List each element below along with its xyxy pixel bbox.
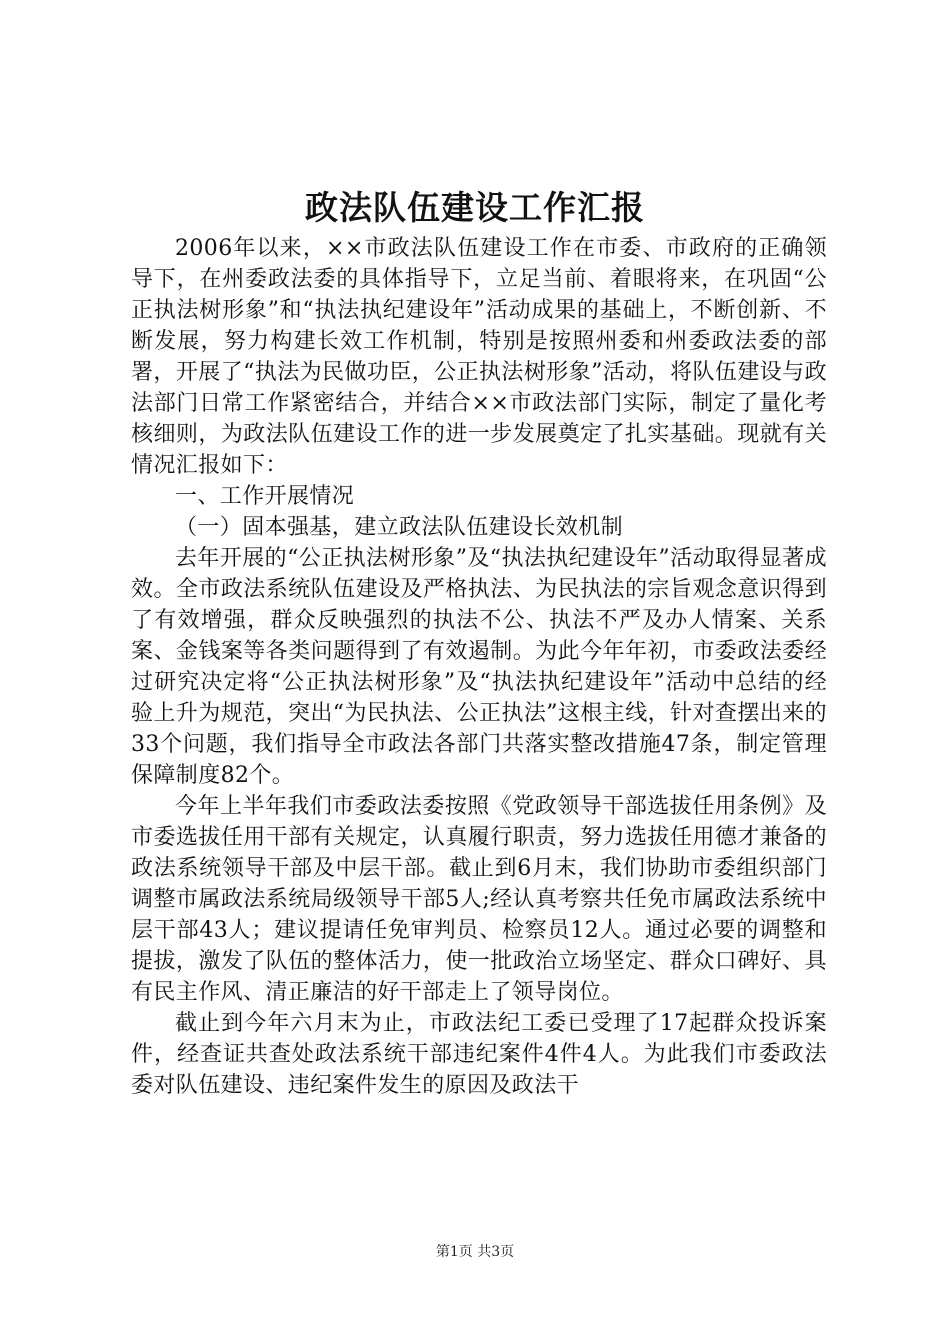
paragraph-activity-results: 去年开展的“公正执法树形象”及“执法执纪建设年”活动取得显著成效。全市政法系统队伍建设及严格执法、为民执法的宗旨观念意识得到了有效增强，群众反映强烈的执法不公、执法不严及办人情案、关系案、金钱案等各类问题得到了有效遏制。为此今年年初，市委政法委经过研究决定将“公正执法树形象”及“执法执纪建设年”活动中总结的经验上升为规范，突出“为民执法、公正执法”这根主线，针对查摆出来的33个问题，我们指导全市政法各部门共落实整改措施47条，制定管理保障制度82个。 — [131, 546, 827, 788]
document-title: 政法队伍建设工作汇报 — [305, 188, 645, 227]
document-body — [131, 233, 827, 1101]
paragraph-complaint-cases: 截止到今年六月末为止，市政法纪工委已受理了17起群众投诉案件，经查证共查处政法系统干部违纪案件4件4人。为此我们市委政法委对队伍建设、违纪案件发生的原因及政法干 — [131, 1011, 827, 1098]
paragraph-cadre-selection: 今年上半年我们市委政法委按照《党政领导干部选拔任用条例》及市委选拔任用干部有关规定，认真履行职责，努力选拔任用德才兼备的政法系统领导干部及中层干部。截止到6月末，我们协助市委组织部门调整市属政法系统局级领导干部5人;经认真考察共任免市属政法系统中层干部43人；建议提请任免审判员、检察员12人。通过必要的调整和提拔，激发了队伍的整体活力，使一批政治立场坚定、群众口碑好、具有民主作风、清正廉洁的好干部走上了领导岗位。 — [131, 794, 827, 1005]
subsection-heading: （一）固本强基，建立政法队伍建设长效机制 — [175, 515, 624, 540]
page-footer: 第1页 共3页 — [435, 1244, 515, 1260]
section-heading: 一、工作开展情况 — [175, 484, 355, 509]
paragraph-intro: 2006年以来，××市政法队伍建设工作在市委、市政府的正确领导下，在州委政法委的具体指导下，立足当前、着眼将来，在巩固“公正执法树形象”和“执法执纪建设年”活动成果的基础上，不断创新、不断发展，努力构建长效工作机制，特别是按照州委和州委政法委的部署，开展了“执法为民做功臣，公正执法树形象”活动，将队伍建设与政法部门日常工作紧密结合，并结合××市政法部门实际，制定了量化考核细则，为政法队伍建设工作的进一步发展奠定了扎实基础。现就有关情况汇报如下： — [131, 236, 827, 478]
